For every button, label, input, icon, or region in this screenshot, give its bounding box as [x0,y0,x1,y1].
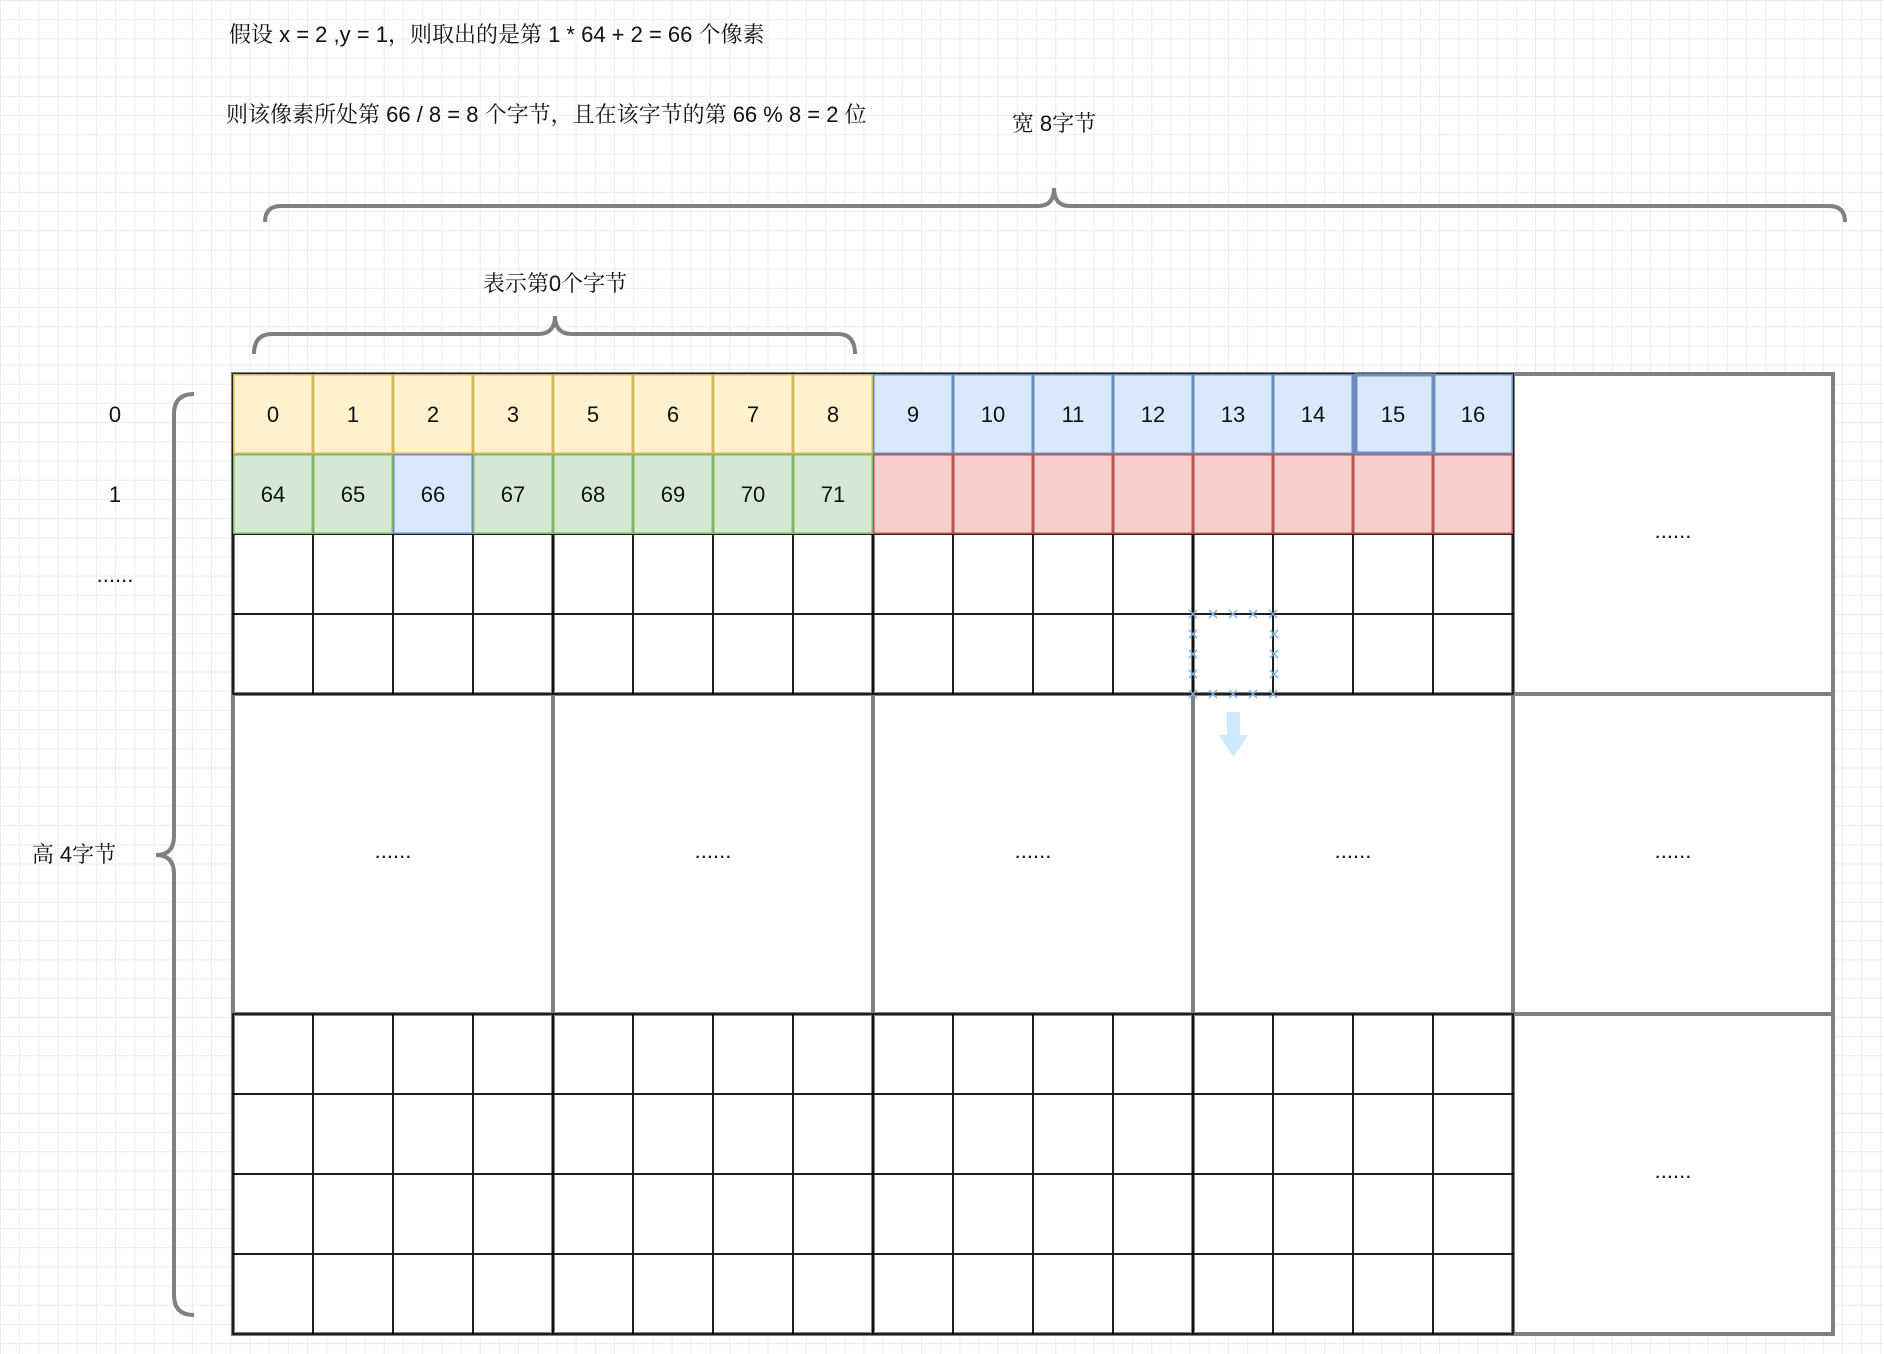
pixel-cell-0-label: 0 [266,402,280,427]
pixel-cell-empty [1434,455,1513,534]
pixel-cell-5-label: 5 [586,402,600,427]
pixel-cell-6-label: 6 [666,402,680,427]
row-label-1: 1 [108,482,122,507]
pixel-cell-13-label: 13 [1220,402,1246,427]
height-brace [156,394,194,1315]
pixel-cell-69-label: 69 [660,482,686,507]
pixel-cell-12-label: 12 [1140,402,1166,427]
ellipsis-text: ...... [1014,838,1052,863]
pixel-cell-8-label: 8 [826,402,840,427]
height-label: 高 4字节 [31,842,117,867]
row-label-0: 0 [108,402,122,427]
pixel-cell-empty [874,455,953,534]
pixel-cell-68-label: 68 [580,482,606,507]
note-line-2: 则该像素所处第 66 / 8 = 8 个字节，且在该字节的第 66 % 8 = 2 位 [226,102,867,127]
ellipsis-text: ...... [1654,838,1692,863]
pixel-cell-16-label: 16 [1460,402,1486,427]
ellipsis-text: ...... [1334,838,1372,863]
pixel-cell-empty [954,455,1033,534]
pixel-cell-empty [1354,455,1433,534]
pixel-cell-70-label: 70 [740,482,766,507]
pixel-cell-65-label: 65 [340,482,366,507]
pixel-cell-71-label: 71 [820,482,846,507]
pixel-cell-14-label: 14 [1300,402,1326,427]
row-label-ellipsis: ...... [96,562,134,587]
ellipsis-text: ...... [1654,518,1692,543]
pixel-cell-10-label: 10 [980,402,1006,427]
pixel-cell-1-label: 1 [346,402,360,427]
pixel-cell-empty [1274,455,1353,534]
pixel-cell-empty [1194,455,1273,534]
pixel-cell-67-label: 67 [500,482,526,507]
note-line-1: 假设 x = 2 ,y = 1，则取出的是第 1 * 64 + 2 = 66 个像素 [229,22,765,47]
pixel-cell-2-label: 2 [426,402,440,427]
pixel-cell-9-label: 9 [906,402,920,427]
pixel-cell-empty [1114,455,1193,534]
width-brace [265,188,1845,222]
pixel-cell-3-label: 3 [506,402,520,427]
highlighted-cells [234,375,1513,534]
pixel-cell-15-label: 15 [1380,402,1406,427]
pixel-cell-64-label: 64 [260,482,286,507]
byte0-label: 表示第0个字节 [482,271,628,296]
pixel-cell-7-label: 7 [746,402,760,427]
width-label: 宽 8字节 [1011,111,1097,136]
ellipsis-text: ...... [694,838,732,863]
ellipsis-text: ...... [1654,1158,1692,1183]
pixel-cell-empty [1034,455,1113,534]
byte0-brace [254,316,855,354]
ellipsis-text: ...... [374,838,412,863]
pixel-cell-11-label: 11 [1061,402,1085,427]
pixel-cell-66-label: 66 [420,482,446,507]
